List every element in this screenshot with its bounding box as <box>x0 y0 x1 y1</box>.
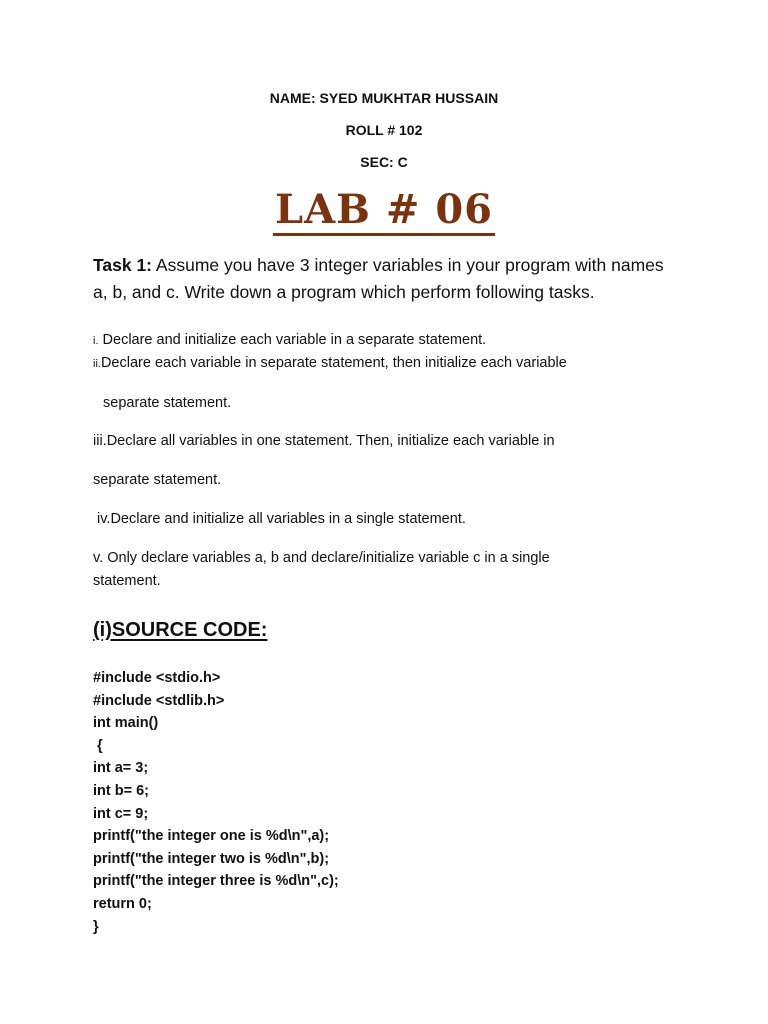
task-text: Assume you have 3 integer variables in your program with names a, b, and c. Write down a program which perform following tasks. <box>93 255 664 302</box>
item-iv-number: iv. <box>97 511 111 527</box>
item-ii-continuation: separate statement. <box>103 395 232 411</box>
item-ii-text: Declare each variable in separate statement, then initialize each variable <box>100 355 567 371</box>
code-line: int b= 6; <box>93 782 149 799</box>
list-item-v: v. Only declare variables a, b and declare/initialize variable c in a single <box>93 550 550 566</box>
item-iv-text: Declare and initialize all variables in a single statement. <box>110 511 466 527</box>
code-line: printf("the integer two is %d\n",b); <box>93 850 330 867</box>
item-v-continuation: statement. <box>93 573 161 589</box>
list-item-ii <box>93 355 567 371</box>
lab-title-text: LAB # 06 <box>273 188 495 236</box>
source-code-block <box>93 667 339 938</box>
item-iii-text: Declare all variables in one statement. Then, initialize each variable in <box>106 433 555 449</box>
item-i-text: Declare and initialize each variable in a separate statement. <box>98 332 487 348</box>
code-line: int c= 9; <box>93 805 149 822</box>
code-line: printf("the integer three is %d\n",c); <box>93 873 339 890</box>
code-line: #include <stdio.h> <box>93 670 221 686</box>
list-item-iii <box>93 433 555 449</box>
task-description <box>93 252 673 306</box>
code-line: { <box>93 737 103 754</box>
code-line: } <box>93 918 99 935</box>
lab-title <box>0 188 768 236</box>
code-line: printf("the integer one is %d\n",a); <box>93 828 330 845</box>
item-iii-number: iii. <box>93 433 107 449</box>
code-line: int a= 3; <box>93 760 149 777</box>
task-label: Task 1: <box>93 255 153 275</box>
student-name: NAME: SYED MUKHTAR HUSSAIN <box>269 90 499 106</box>
item-i-number: i. <box>93 335 99 347</box>
source-code-heading: (i)SOURCE CODE: <box>93 619 268 641</box>
code-line: int main() <box>93 715 159 732</box>
item-ii-number: ii. <box>93 358 101 370</box>
list-item-i <box>93 332 486 348</box>
roll-number: ROLL # 102 <box>345 122 423 138</box>
item-iii-continuation: separate statement. <box>93 472 222 488</box>
code-line: return 0; <box>93 895 152 912</box>
section: SEC: C <box>360 154 408 170</box>
list-item-iv <box>97 511 466 527</box>
code-line: #include <stdlib.h> <box>93 692 225 709</box>
